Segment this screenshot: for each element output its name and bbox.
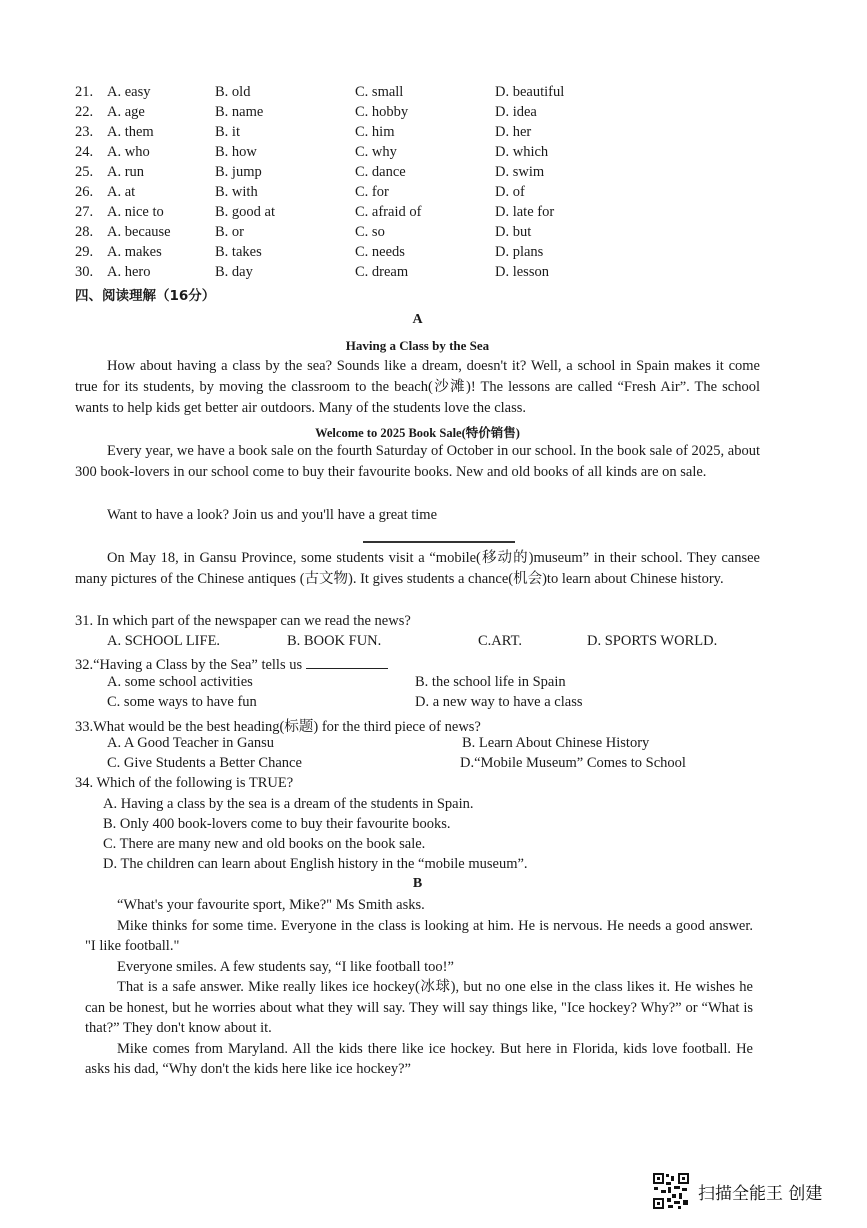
passage-b-p4: That is a safe answer. Mike really likes ice hockey(冰球), but no one else in the class likes it. He wishes he can be honest, but he worries about what they will say. They will say things like, "Ice hockey? Why?” or “What is that?” They don't know about it. bbox=[85, 979, 753, 1036]
option-c: C. so bbox=[355, 224, 385, 240]
option-b: B. with bbox=[215, 184, 258, 200]
option-d: D. her bbox=[495, 124, 532, 140]
choice-row bbox=[75, 82, 615, 102]
option-b: B. jump bbox=[215, 164, 262, 180]
choice-row bbox=[75, 182, 615, 202]
question-number: 21. bbox=[75, 84, 94, 100]
q33-option-d: D.“Mobile Museum” Comes to School bbox=[460, 755, 686, 771]
choice-row bbox=[75, 202, 615, 222]
choice-row bbox=[75, 162, 615, 182]
passage-b-letter: B bbox=[412, 876, 423, 891]
choice-row bbox=[75, 242, 615, 262]
q31-option-b: B. BOOK FUN. bbox=[287, 633, 382, 649]
passage-a-heading1: Having a Class by the Sea bbox=[345, 338, 490, 353]
option-d: D. late for bbox=[495, 204, 555, 220]
passage-a-para1: How about having a class by the sea? Sounds like a dream, doesn't it? Well, a school in Spain makes it come true for its students, by moving the classroom to the beach(沙滩)! The lessons are called “Fresh Air”. The school wants to help kids get better air outdoors. Many of the students love the class. bbox=[75, 358, 760, 416]
passage-b-p2: Mike thinks for some time. Everyone in the class is looking at him. He is nervous. He needs a good answer. "I like football." bbox=[85, 917, 753, 954]
option-c: C. why bbox=[355, 144, 397, 160]
q31-option-c: C.ART. bbox=[478, 633, 522, 649]
option-a: A. at bbox=[107, 184, 136, 200]
passage-a-para3: Want to have a look? Join us and you'll have a great time bbox=[107, 507, 438, 523]
q34-option-d: D. The children can learn about English history in the “mobile museum”. bbox=[103, 856, 528, 872]
option-b: B. old bbox=[215, 84, 251, 100]
passage-b-p1: “What's your favourite sport, Mike?" Ms Smith asks. bbox=[117, 897, 425, 913]
cloze-choices bbox=[75, 82, 615, 282]
choice-row bbox=[75, 102, 615, 122]
option-a: A. hero bbox=[107, 264, 151, 280]
question-number: 30. bbox=[75, 264, 94, 280]
q34-option-a: A. Having a class by the sea is a dream of the students in Spain. bbox=[103, 796, 474, 812]
q32-option-c: C. some ways to have fun bbox=[107, 694, 257, 710]
question-number: 23. bbox=[75, 124, 94, 140]
passage-a-heading2: Welcome to 2025 Book Sale(特价销售) bbox=[315, 426, 520, 440]
question-32-text: 32.“Having a Class by the Sea” tells us bbox=[75, 657, 303, 673]
option-b: B. it bbox=[215, 124, 240, 140]
option-b: B. day bbox=[215, 264, 253, 280]
option-c: C. hobby bbox=[355, 104, 409, 120]
section-title: 四、阅读理解（16分） bbox=[75, 288, 216, 304]
divider bbox=[363, 541, 515, 543]
answer-blank bbox=[306, 654, 388, 669]
passage-a-para4: On May 18, in Gansu Province, some students visit a “mobile(移动的)museum” in their school. They cansee many pictures of the Chinese antiques (古文物). It gives students a chance(机会)to learn about Chinese history. bbox=[75, 550, 760, 587]
option-d: D. idea bbox=[495, 104, 537, 120]
option-d: D. which bbox=[495, 144, 549, 160]
option-a: A. age bbox=[107, 104, 145, 120]
question-number: 27. bbox=[75, 204, 94, 220]
q32-option-a: A. some school activities bbox=[107, 674, 253, 690]
scanner-watermark bbox=[652, 1172, 822, 1210]
q34-option-c: C. There are many new and old books on the book sale. bbox=[103, 836, 426, 852]
passage-b-body bbox=[85, 895, 753, 1080]
passage-b-p3: Everyone smiles. A few students say, “I like football too!” bbox=[117, 958, 454, 975]
question-number: 25. bbox=[75, 164, 94, 180]
q33-option-b: B. Learn About Chinese History bbox=[462, 735, 650, 751]
choice-row bbox=[75, 142, 615, 162]
option-c: C. afraid of bbox=[355, 204, 422, 220]
question-number: 26. bbox=[75, 184, 94, 200]
option-c: C. small bbox=[355, 84, 404, 100]
q33-option-c: C. Give Students a Better Chance bbox=[107, 755, 302, 771]
option-a: A. them bbox=[107, 124, 154, 140]
question-34: 34. Which of the following is TRUE? bbox=[75, 775, 294, 791]
option-d: D. but bbox=[495, 224, 532, 240]
choice-row bbox=[75, 222, 615, 242]
q32-option-b: B. the school life in Spain bbox=[415, 674, 566, 690]
option-c: C. needs bbox=[355, 244, 405, 260]
option-a: A. run bbox=[107, 164, 145, 180]
q32-option-d: D. a new way to have a class bbox=[415, 694, 583, 710]
option-c: C. dream bbox=[355, 264, 409, 280]
passage-b-p5: Mike comes from Maryland. All the kids there like ice hockey. But here in Florida, kids love football. He asks his dad, “Why don't the kids here like ice hockey?” bbox=[85, 1040, 753, 1077]
q31-option-d: D. SPORTS WORLD. bbox=[587, 633, 718, 649]
option-d: D. lesson bbox=[495, 264, 549, 280]
option-a: A. because bbox=[107, 224, 171, 240]
option-c: C. him bbox=[355, 124, 395, 140]
q34-option-b: B. Only 400 book-lovers come to buy their favourite books. bbox=[103, 816, 451, 832]
option-d: D. beautiful bbox=[495, 84, 565, 100]
option-a: A. easy bbox=[107, 84, 151, 100]
q31-option-a: A. SCHOOL LIFE. bbox=[107, 633, 221, 649]
question-32 bbox=[75, 654, 388, 674]
q33-option-a: A. A Good Teacher in Gansu bbox=[107, 735, 275, 751]
question-number: 24. bbox=[75, 144, 94, 160]
option-c: C. for bbox=[355, 184, 389, 200]
qr-code-icon bbox=[652, 1172, 690, 1210]
question-31: 31. In which part of the newspaper can we read the news? bbox=[75, 613, 411, 629]
option-b: B. name bbox=[215, 104, 264, 120]
choice-row bbox=[75, 262, 615, 282]
choice-row bbox=[75, 122, 615, 142]
question-number: 22. bbox=[75, 104, 94, 120]
option-b: B. good at bbox=[215, 204, 276, 220]
question-33: 33.What would be the best heading(标题) for the third piece of news? bbox=[75, 719, 481, 735]
scanner-brand-text: 扫描全能王 创建 bbox=[698, 1183, 823, 1204]
question-number: 29. bbox=[75, 244, 94, 260]
option-b: B. how bbox=[215, 144, 257, 160]
option-a: A. who bbox=[107, 144, 150, 160]
option-b: B. or bbox=[215, 224, 244, 240]
question-number: 28. bbox=[75, 224, 94, 240]
passage-a-para2: Every year, we have a book sale on the fourth Saturday of October in our school. In the book sale of 2025, about 300 book-lovers in our school come to buy their favourite books. New and old books of all kinds are on sale. bbox=[75, 443, 760, 480]
option-d: D. of bbox=[495, 184, 525, 200]
option-d: D. plans bbox=[495, 244, 544, 260]
option-d: D. swim bbox=[495, 164, 545, 180]
option-a: A. nice to bbox=[107, 204, 164, 220]
option-c: C. dance bbox=[355, 164, 406, 180]
option-a: A. makes bbox=[107, 244, 162, 260]
passage-a-letter: A bbox=[412, 312, 423, 327]
option-b: B. takes bbox=[215, 244, 262, 260]
